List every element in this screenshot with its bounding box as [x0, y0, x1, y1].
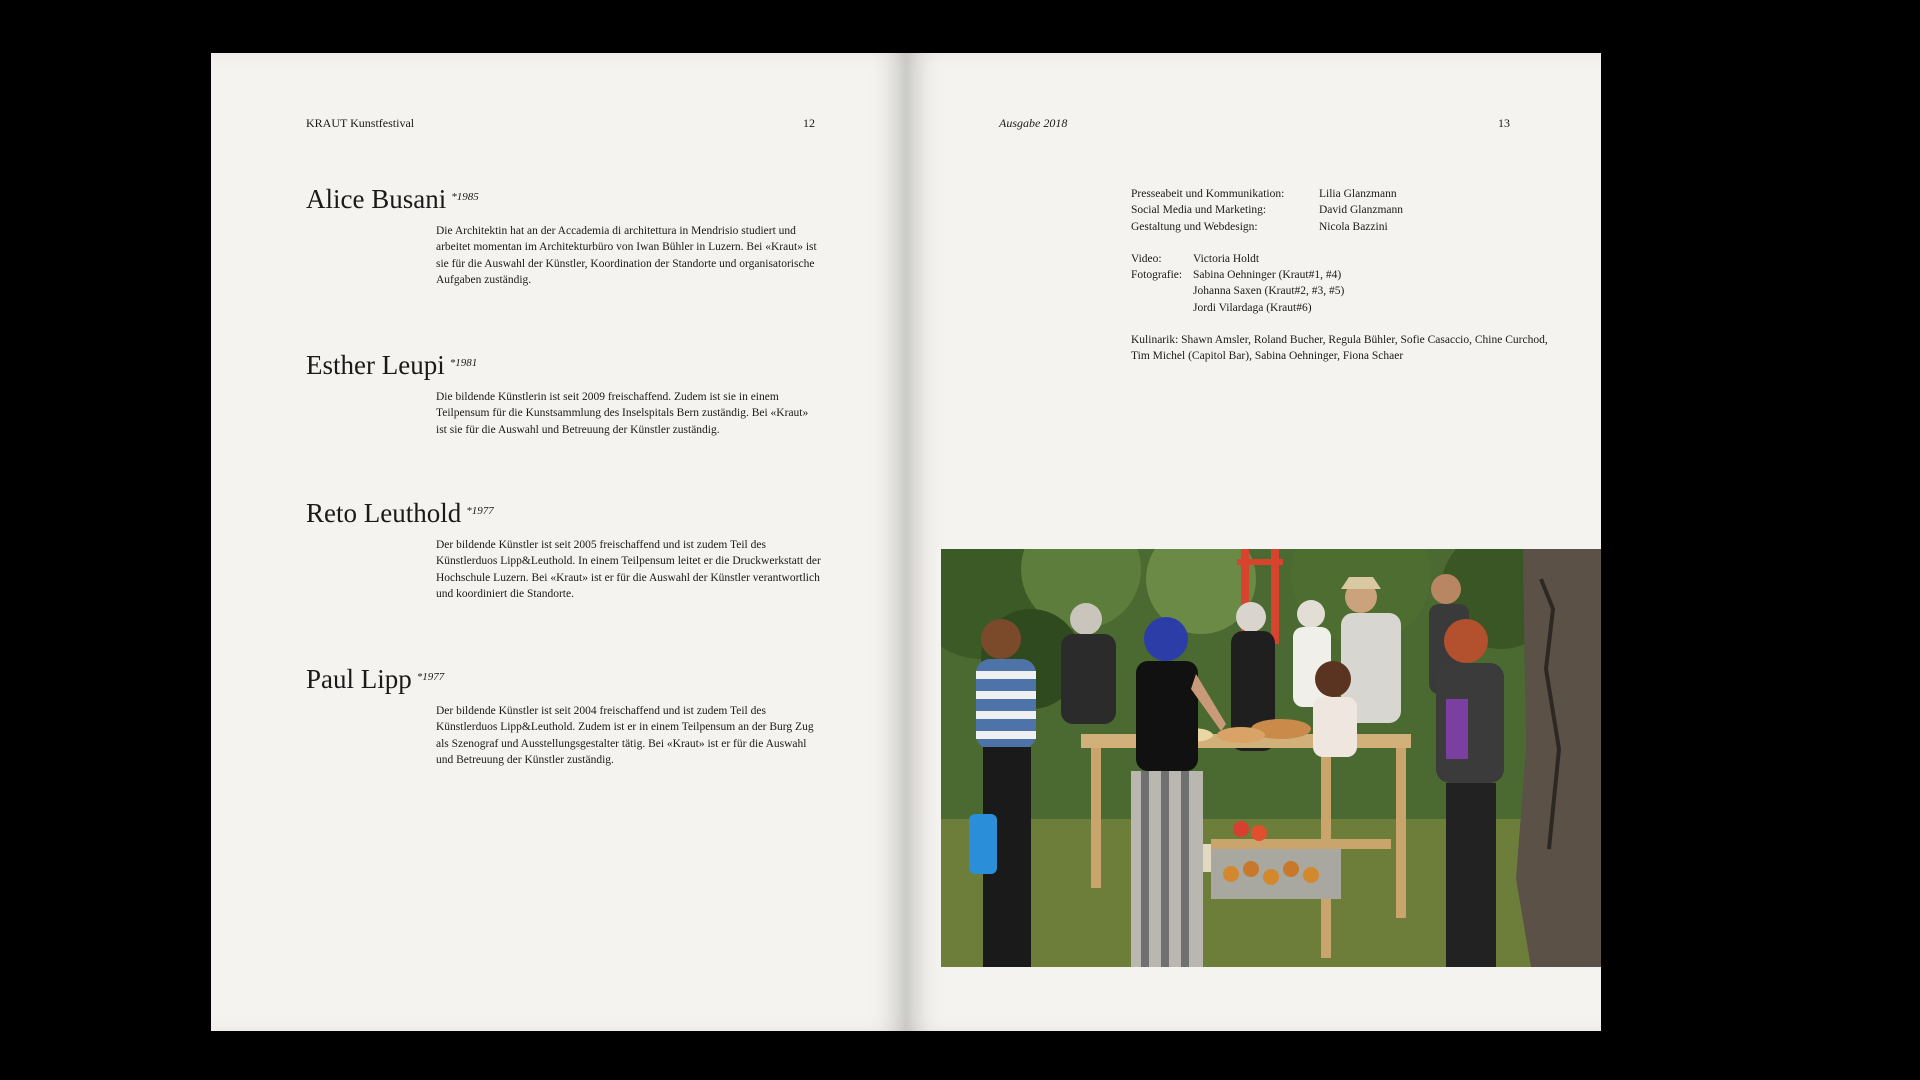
- person-entry: [306, 497, 826, 602]
- running-header-title: KRAUT Kunstfestival: [306, 116, 415, 130]
- credit-name: David Glanzmann: [1319, 204, 1403, 217]
- birth-year: *1985: [451, 191, 479, 203]
- person-entry: [306, 349, 826, 438]
- running-header-edition: Ausgabe 2018: [999, 116, 1068, 130]
- credit-label: Video:: [1131, 252, 1162, 265]
- credit-row: [1131, 202, 1551, 218]
- credit-name: Nicola Bazzini: [1319, 220, 1388, 233]
- credit-row: [1131, 283, 1551, 299]
- person-bio: Der bildende Künstler ist seit 2005 freischaffend und ist zudem Teil des Künstlerduos Lipp&Leuthold. In einem Teilpensum leitet er die Druckwerkstatt der Hochschule Luzern. Bei «Kraut» ist er für die Auswahl der Künstler verantwortlich und koordiniert die Standorte.: [436, 539, 821, 600]
- credit-label: Fotografie:: [1131, 269, 1183, 282]
- birth-year: *1981: [449, 357, 478, 369]
- right-page: [906, 53, 1601, 1031]
- credit-name: Victoria Holdt: [1193, 252, 1260, 265]
- kulinarik-credits: Kulinarik: Shawn Amsler, Roland Bucher, Regula Bühler, Sofie Casaccio, Chine Curchod, Tim Michel (Capitol Bar), Sabina Oehninger, Fiona Schaer: [1131, 334, 1548, 363]
- credit-name: Jordi Vilardaga (Kraut#6): [1193, 301, 1312, 314]
- person-bio: Die bildende Künstlerin ist seit 2009 freischaffend. Zudem ist sie in einem Teilpensum für die Kunstsammlung des Inselspitals Bern zuständig. Bei «Kraut» ist sie für die Auswahl und Betreuung der Künstler zuständig.: [436, 391, 809, 436]
- person-bio: Die Architektin hat an der Accademia di architettura in Mendrisio studiert und arbeitet momentan im Architekturbüro von Iwan Bühler in Luzern. Bei «Kraut» ist sie für die Auswahl der Künstler, Koordination der Standorte und organisatorische Aufgaben zuständig.: [436, 225, 817, 286]
- credit-row: [1131, 186, 1551, 202]
- person-name: Reto Leuthold: [306, 498, 462, 528]
- credit-row: [1131, 219, 1551, 235]
- person-name: Paul Lipp: [306, 664, 412, 694]
- person-entry: [306, 663, 826, 768]
- person-bio: Der bildende Künstler ist seit 2004 freischaffend und ist zudem Teil des Künstlerduos Lipp&Leuthold. Zudem ist er in einem Teilpensum an der Burg Zug als Szenograf und Ausstellungsgestalter tätig. Bei «Kraut» ist er für die Auswahl und Betreuung der Künstler zuständig.: [436, 705, 814, 766]
- credits-block: [1131, 186, 1551, 365]
- credit-row: [1131, 267, 1551, 283]
- person-name: Alice Busani: [306, 184, 447, 214]
- credit-row: [1131, 251, 1551, 267]
- credit-label: Presseabeit und Kommunikation:: [1131, 188, 1285, 200]
- festival-photo: [941, 549, 1601, 967]
- credit-name: Johanna Saxen (Kraut#2, #3, #5): [1193, 285, 1345, 298]
- credit-row: [1131, 300, 1551, 316]
- birth-year: *1977: [416, 671, 445, 683]
- person-name: Esther Leupi: [306, 350, 445, 380]
- person-entry: [306, 183, 826, 288]
- credit-label: Gestaltung und Webdesign:: [1131, 220, 1258, 233]
- page-number: 12: [803, 116, 815, 130]
- page-number: 13: [1498, 116, 1510, 130]
- credit-name: Lilia Glanzmann: [1319, 188, 1397, 200]
- credit-label: Social Media und Marketing:: [1131, 204, 1267, 217]
- credit-name: Sabina Oehninger (Kraut#1, #4): [1193, 269, 1342, 282]
- left-page: [211, 53, 906, 1031]
- birth-year: *1977: [466, 505, 494, 517]
